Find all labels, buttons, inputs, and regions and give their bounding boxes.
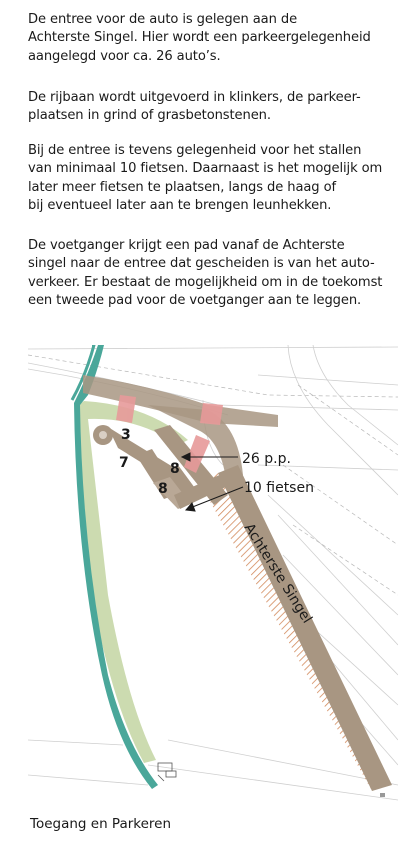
text-line: later meer fietsen te plaatsen, langs de haag of	[28, 179, 336, 195]
text-line: De rijbaan wordt uitgevoerd in klinkers, de parkeer-	[28, 90, 361, 105]
parking-count-8b: 8	[158, 481, 168, 497]
text-line: bij eventueel later aan te brengen leunhekken.	[28, 198, 332, 214]
text-line: aangelegd voor ca. 26 auto’s.	[28, 48, 221, 64]
grid-markers	[380, 793, 385, 797]
paragraph-entrance-car	[28, 11, 398, 66]
street-name-label: Achterste Singel	[240, 520, 315, 627]
text-line: verkeer. Er bestaat de mogelijkheid om in de toekomst	[28, 274, 383, 290]
text-line: Bij de entree is tevens gelegenheid voor het stallen	[28, 143, 362, 158]
paragraph-road-surface	[28, 89, 398, 126]
callout-parking-label: 26 p.p.	[242, 451, 291, 467]
text-line: plaatsen in grind of grasbetonstenen.	[28, 108, 271, 124]
text-line: De entree voor de auto is gelegen aan de	[28, 12, 298, 27]
text-line: singel naar de entree dat gescheiden is van het auto-	[28, 256, 375, 272]
parking-count-3: 3	[121, 427, 131, 443]
figure-caption: Toegang en Parkeren	[30, 816, 172, 832]
parking-count-8a: 8	[170, 461, 180, 477]
text-line: van minimaal 10 fietsen. Daarnaast is het mogelijk om	[28, 161, 383, 177]
parking-count-7: 7	[119, 455, 129, 471]
text-line: een tweede pad voor de voetganger aan te leggen.	[28, 293, 362, 309]
text-line: Achterste Singel. Hier wordt een parkeergelegenheid	[28, 30, 371, 46]
paragraph-bicycles	[28, 142, 398, 216]
site-plan-map	[28, 345, 398, 805]
callout-bikes-label: 10 fietsen	[244, 480, 314, 496]
structures	[158, 763, 176, 781]
text-line: De voetganger krijgt een pad vanaf de Achterste	[28, 238, 345, 253]
paragraph-pedestrian	[28, 237, 398, 311]
